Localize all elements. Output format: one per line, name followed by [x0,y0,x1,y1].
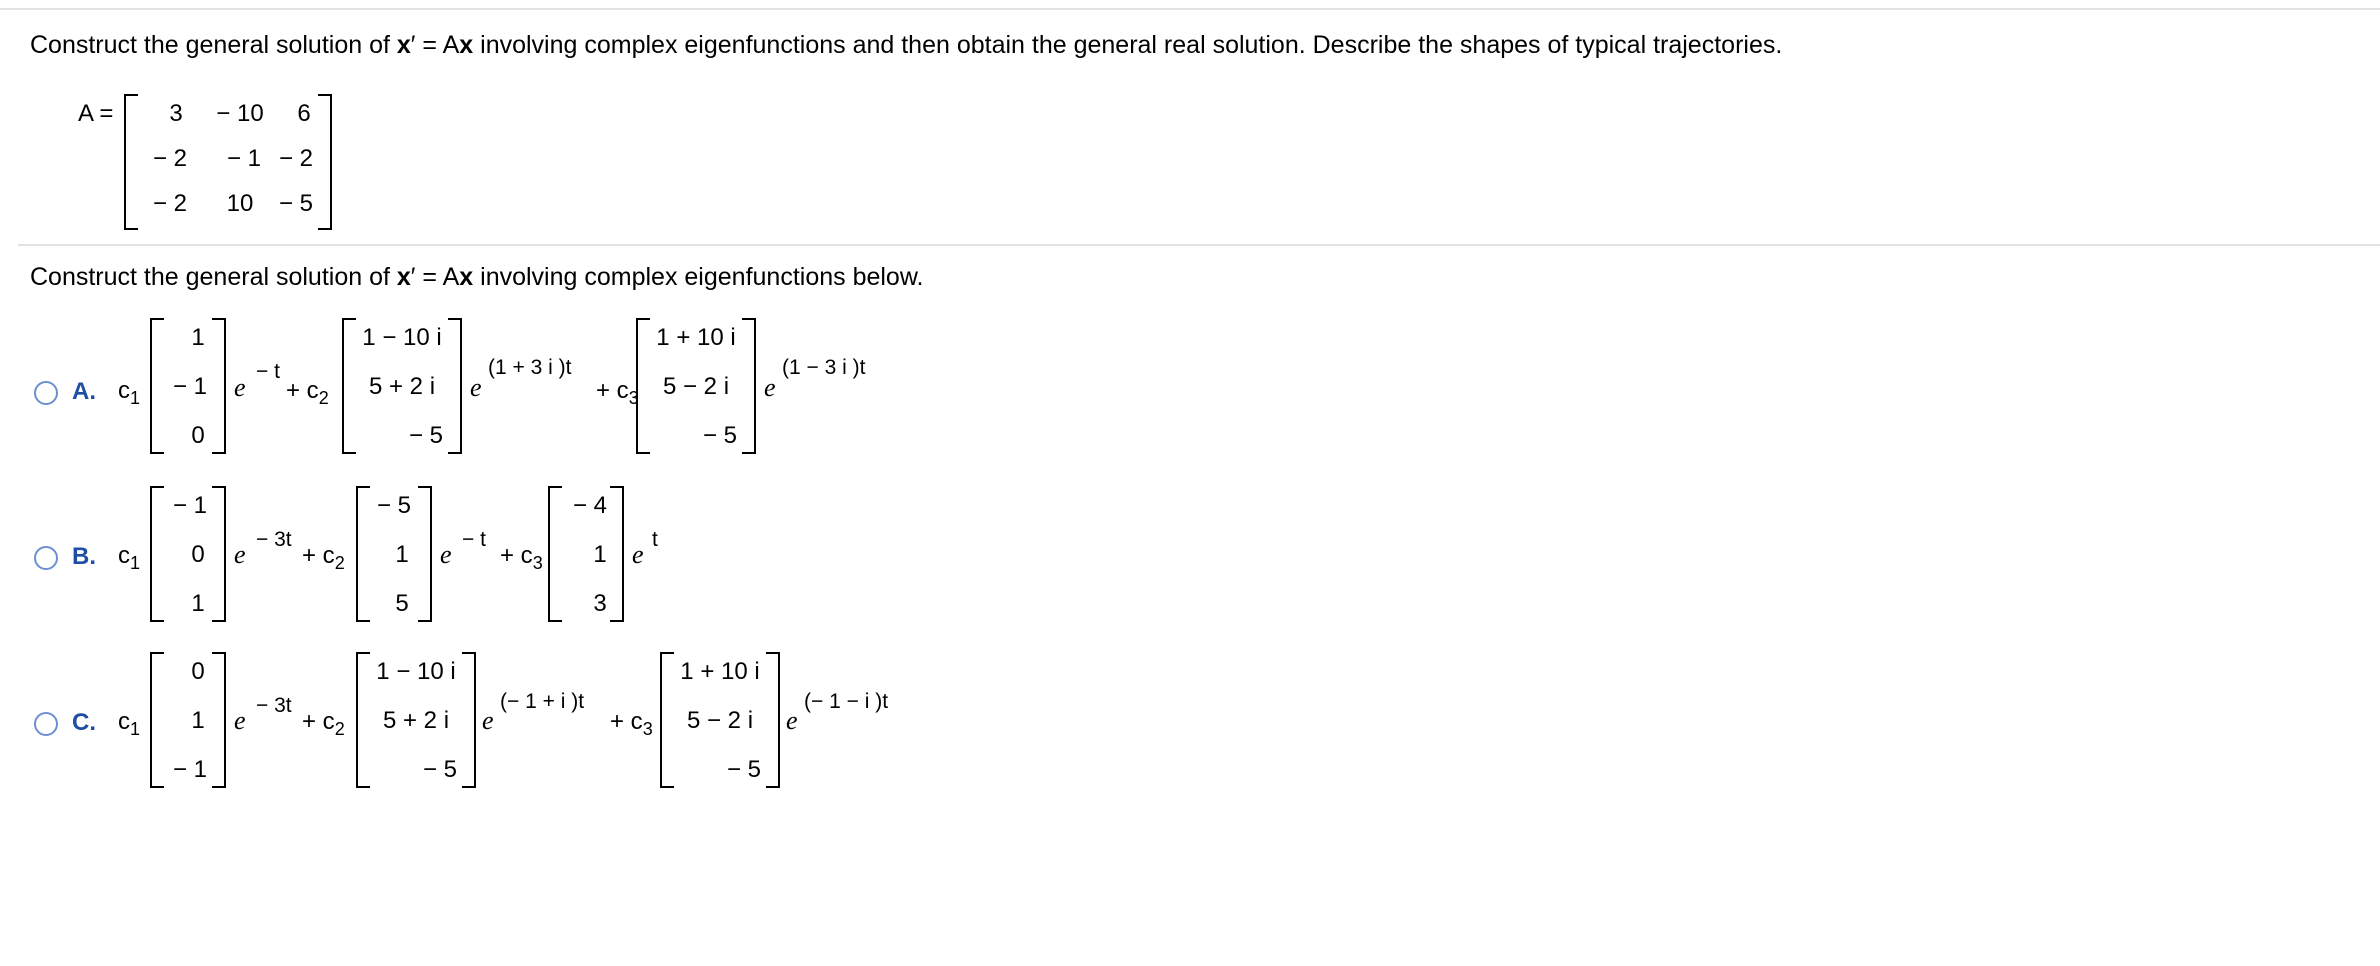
option-c-c1-text: c [118,708,130,735]
option-a-c2 [286,377,329,406]
bracket-right [462,652,476,788]
vector-cell: 3 [593,590,607,617]
option-c-c1-sub: 1 [130,719,141,739]
option-b-e2: e [440,540,452,569]
option-c-c3 [610,708,653,737]
bracket-right [610,486,624,622]
matrix-a [124,94,332,230]
matrix-a-cell: 6 [297,100,311,127]
option-b-exp3: t [652,528,658,551]
question-text-post: involving complex eigenfunctions and then obtain the general real solution. Describe the shapes of typical trajectories. [473,31,1783,59]
option-b-e3: e [632,540,644,569]
option-a-letter[interactable]: A. [72,378,96,405]
bracket-left [636,318,650,454]
option-b-vector-2 [356,486,432,622]
option-a-e3: e [764,373,776,402]
option-b-c1-text: c [118,542,130,569]
option-c-e1: e [234,706,246,735]
question-prime: ′ [410,31,416,59]
option-a-e1: e [234,373,246,402]
vector-cell: 5 + 2 i [382,707,450,734]
option-b-c2-sub: 2 [334,553,345,573]
bracket-left [548,486,562,622]
prompt-prime: ′ [410,263,416,291]
prompt-text [30,262,923,292]
matrix-a-cell: − 5 [278,190,314,217]
option-a-e2: e [470,373,482,402]
question-x: x [396,31,411,59]
option-c-vector-1 [150,652,226,788]
matrix-a-cell: 3 [169,100,183,127]
vector-cell: − 4 [572,492,608,519]
vector-cell: 1 + 10 i [680,658,760,685]
matrix-a-cell: − 2 [152,145,188,172]
vector-cell: 5 − 2 i [686,707,754,734]
option-b-vector-1 [150,486,226,622]
question-text [30,30,1782,60]
question-eq: = A [415,31,460,59]
matrix-a-cell: − 2 [278,145,314,172]
option-a-plus2: + c [286,377,319,404]
vector-cell: − 1 [172,492,208,519]
vector-cell: 1 + 10 i [656,324,736,351]
bracket-left [150,486,164,622]
option-a-exp1: − t [256,360,280,383]
bracket-right [766,652,780,788]
vector-cell: − 5 [726,756,762,783]
top-divider [0,8,2380,10]
option-a-exp3: (1 − 3 i )t [782,356,866,379]
option-c-radio[interactable] [34,712,58,736]
vector-cell: 5 − 2 i [662,373,730,400]
option-c-plus3: + c [610,708,643,735]
option-b-radio[interactable] [34,546,58,570]
option-b-c3 [500,542,543,571]
vector-cell: 1 [191,707,205,734]
vector-cell: − 1 [172,373,208,400]
option-a-c1-sub: 1 [130,388,141,408]
vector-cell: − 5 [422,756,458,783]
question-text-pre: Construct the general solution of [30,31,397,59]
option-c-e2: e [482,706,494,735]
option-c-e3: e [786,706,798,735]
bracket-left [356,652,370,788]
bracket-left [660,652,674,788]
option-b-plus3: + c [500,542,533,569]
prompt-text-pre: Construct the general solution of [30,263,397,291]
matrix-a-right-bracket [318,94,332,230]
prompt-eq: = A [415,263,460,291]
vector-cell: − 5 [376,492,412,519]
option-a-c1 [118,377,140,406]
matrix-a-cell: − 10 [216,100,264,127]
bracket-right [448,318,462,454]
option-a-plus3: + c [596,377,629,404]
option-c-vector-2 [356,652,476,788]
option-c-vector-3 [660,652,780,788]
option-c-exp3: (− 1 − i )t [804,690,889,713]
option-c-c2 [302,708,345,737]
bracket-left [342,318,356,454]
vector-cell: − 5 [702,422,738,449]
option-b-c1 [118,542,140,571]
option-c-c1 [118,708,140,737]
option-a-radio[interactable] [34,381,58,405]
vector-cell: 1 − 10 i [362,324,442,351]
matrix-a-cell: − 1 [226,145,262,172]
vector-cell: 0 [191,541,205,568]
bracket-left [356,486,370,622]
matrix-a-cell: 10 [226,190,254,217]
option-a-c3 [596,377,639,406]
matrix-a-cell: − 2 [152,190,188,217]
vector-cell: 1 [395,541,409,568]
option-c-c3-sub: 3 [642,719,653,739]
question-ax: x [459,31,474,59]
vector-cell: 1 [593,541,607,568]
prompt-ax: x [459,263,474,291]
bracket-left [150,318,164,454]
option-a-vector-3 [636,318,756,454]
option-a-vector-2 [342,318,462,454]
option-c-exp1: − 3t [256,694,292,717]
vector-cell: 5 [395,590,409,617]
bracket-left [150,652,164,788]
option-c-c2-sub: 2 [334,719,345,739]
vector-cell: 0 [191,658,205,685]
option-b-c1-sub: 1 [130,553,141,573]
vector-cell: 0 [191,422,205,449]
bracket-right [418,486,432,622]
section-divider [18,244,2380,246]
option-b-exp1: − 3t [256,528,292,551]
option-b-e1: e [234,540,246,569]
option-b-plus2: + c [302,542,335,569]
prompt-x: x [396,263,411,291]
option-b-c3-sub: 3 [532,553,543,573]
prompt-text-post: involving complex eigenfunctions below. [473,263,924,291]
option-b-c2 [302,542,345,571]
vector-cell: 1 [191,590,205,617]
option-a-vector-1 [150,318,226,454]
option-a-exp2: (1 + 3 i )t [488,356,572,379]
option-b-letter[interactable]: B. [72,543,96,570]
vector-cell: − 5 [408,422,444,449]
option-a-c2-sub: 2 [318,388,329,408]
bracket-right [212,486,226,622]
vector-cell: 1 − 10 i [376,658,456,685]
option-c-plus2: + c [302,708,335,735]
matrix-a-left-bracket [124,94,138,230]
bracket-right [212,652,226,788]
option-b-exp2: − t [462,528,486,551]
bracket-right [742,318,756,454]
option-c-exp2: (− 1 + i )t [500,690,585,713]
option-a-c3-sub: 3 [628,388,639,408]
vector-cell: 1 [191,324,205,351]
matrix-label: A = [78,100,114,127]
vector-cell: 5 + 2 i [368,373,436,400]
vector-cell: − 1 [172,756,208,783]
option-c-letter[interactable]: C. [72,709,96,736]
bracket-right [212,318,226,454]
option-b-vector-3 [548,486,624,622]
option-a-c1-text: c [118,377,130,404]
